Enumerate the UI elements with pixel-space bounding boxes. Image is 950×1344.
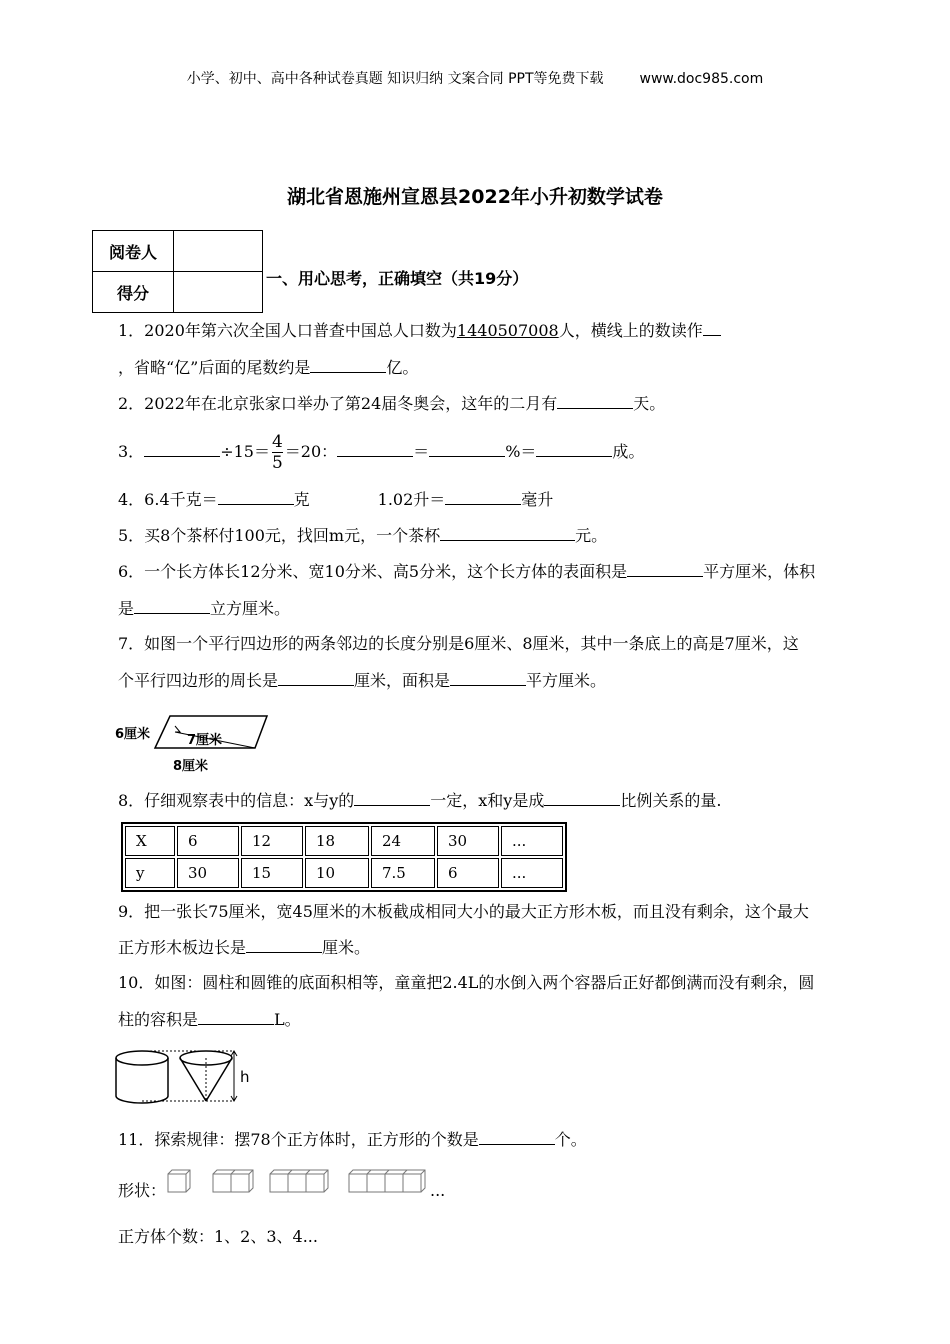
cube-count-text: 正方体个数：1、2、3、4...	[118, 1227, 318, 1246]
section-heading: 一、用心思考，正确填空（共19分）	[266, 269, 529, 288]
answer-blank[interactable]	[440, 525, 575, 541]
page-title: 湖北省恩施州宣恩县2022年小升初数学试卷	[287, 186, 663, 208]
question-1-line-2: ，省略“亿”后面的尾数约是 亿。	[118, 358, 419, 377]
cube-group-2	[213, 1170, 253, 1192]
answer-blank[interactable]	[479, 1129, 555, 1145]
answer-blank[interactable]	[144, 441, 220, 457]
answer-blank[interactable]	[703, 320, 721, 336]
fraction: $\frac{4}{5}$	[271, 432, 283, 473]
height-label: h	[240, 1068, 250, 1086]
answer-blank[interactable]	[198, 1009, 274, 1025]
parallelogram-figure	[115, 708, 280, 778]
answer-blank[interactable]	[450, 670, 526, 686]
side-6cm-label: 6厘米	[115, 727, 151, 742]
answer-blank[interactable]	[536, 441, 612, 457]
answer-blank[interactable]	[218, 489, 294, 505]
question-11: 11．探索规律：摆78个正方体时，正方形的个数是 个。	[118, 1130, 587, 1149]
cylinder-cone-figure	[110, 1046, 260, 1106]
xy-table	[121, 822, 567, 892]
cylinder-bottom	[116, 1096, 168, 1103]
header-text: 小学、初中、高中各种试卷真题 知识归纳 文案合同 PPT等免费下载	[186, 71, 604, 87]
answer-blank[interactable]	[278, 670, 354, 686]
answer-blank[interactable]	[429, 441, 505, 457]
shape-label: 形状：	[118, 1181, 167, 1200]
question-10-line-2: 柱的容积是 L。	[118, 1010, 301, 1029]
question-10-line-1: 10．如图：圆柱和圆锥的底面积相等，童童把2.4L的水倒入两个容器后正好都倒满而没有剩余，圆	[118, 973, 815, 992]
cylinder-top	[116, 1051, 168, 1065]
table-row: X 6 12 18 24 30 ...	[125, 826, 563, 856]
cube-group-1	[168, 1170, 190, 1192]
answer-blank[interactable]	[445, 489, 521, 505]
cube-sequence-figure	[165, 1166, 435, 1196]
question-4: 4．6.4千克＝ 克 1.02升＝ 毫升	[118, 490, 554, 509]
question-3: 3． ÷15＝ $\frac{4}{5}$ ＝20： ＝ %＝ 成。	[118, 432, 645, 473]
height-7cm-label: 7厘米	[187, 733, 223, 748]
answer-blank[interactable]	[627, 561, 703, 577]
answer-blank[interactable]	[310, 357, 386, 373]
page-header	[0, 68, 950, 88]
cube-group-3	[270, 1170, 328, 1192]
answer-blank[interactable]	[134, 598, 210, 614]
reviewer-field[interactable]	[174, 231, 263, 272]
answer-blank[interactable]	[337, 441, 413, 457]
cube-group-4	[349, 1170, 425, 1192]
question-6-line-1: 6．一个长方体长12分米、宽10分米、高5分米，这个长方体的表面积是 平方厘米，体积	[118, 562, 816, 581]
question-6-line-2: 是 立方厘米。	[118, 599, 291, 618]
question-9-line-1: 9．把一张长75厘米，宽45厘米的木板截成相同大小的最大正方形木板，而且没有剩余，这个最大	[118, 902, 809, 921]
sequence-ellipsis: ...	[430, 1181, 446, 1200]
question-1-line-1: 1．2020年第六次全国人口普查中国总人口数为1440507008人，横线上的数读作	[118, 320, 721, 342]
question-2: 2．2022年在北京张家口举办了第24届冬奥会，这年的二月有 天。	[118, 394, 666, 413]
question-7-line-1: 7．如图一个平行四边形的两条邻边的长度分别是6厘米、8厘米，其中一条底上的高是7厘米，这	[118, 634, 799, 653]
answer-blank[interactable]	[544, 790, 620, 806]
question-8: 8．仔细观察表中的信息：x与y的 一定，x和y是成 比例关系的量.	[118, 791, 722, 810]
reviewer-label: 阅卷人	[93, 231, 174, 272]
answer-blank[interactable]	[354, 790, 430, 806]
answer-blank[interactable]	[246, 937, 322, 953]
question-7-line-2: 个平行四边形的周长是 厘米，面积是 平方厘米。	[118, 671, 607, 690]
answer-blank[interactable]	[557, 393, 633, 409]
header-url[interactable]: www.doc985.com	[639, 71, 764, 87]
base-8cm-label: 8厘米	[173, 759, 209, 774]
score-label: 得分	[93, 272, 174, 313]
population-number: 1440507008	[456, 321, 559, 340]
grader-table	[92, 230, 263, 313]
question-9-line-2: 正方形木板边长是 厘米。	[118, 938, 371, 957]
table-row: y 30 15 10 7.5 6 ...	[125, 858, 563, 888]
right-angle-mark	[175, 726, 180, 732]
score-field[interactable]	[174, 272, 263, 313]
question-5: 5．买8个茶杯付100元，找回m元，一个茶杯 元。	[118, 526, 608, 545]
